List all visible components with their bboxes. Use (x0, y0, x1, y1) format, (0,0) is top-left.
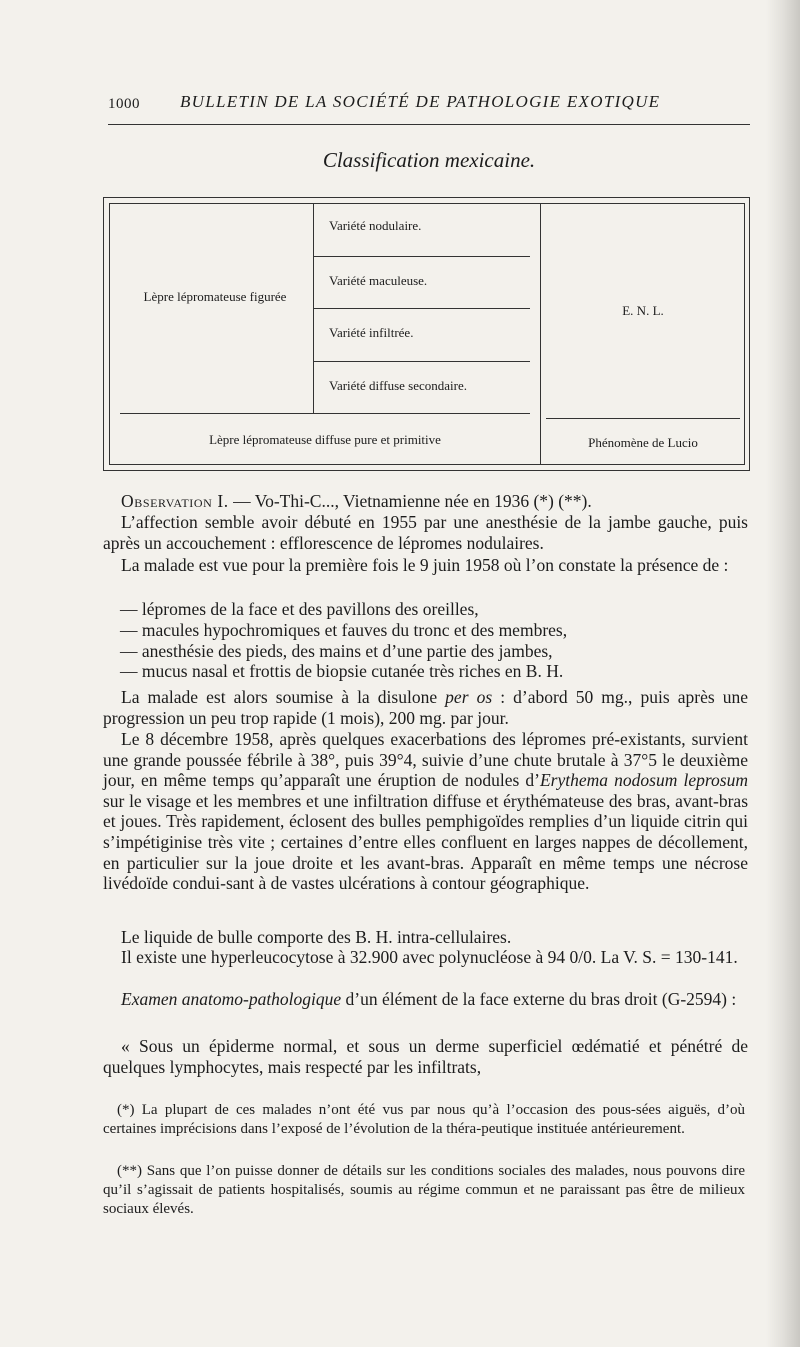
treatment-text-a: La malade est alors soumise à la disulone (121, 687, 446, 707)
variety-diffuse-secondary: Variété diffuse secondaire. (329, 378, 468, 393)
footnote-1-text: (*) La plupart de ces malades n’ont été vus par nous qu’à l’occasion des pous-sées aiguës, d’où certaines imprécisions dans l’exposé de l’évolution de la théra-peutique instituée antérieurement. (103, 1102, 745, 1137)
running-header (108, 92, 750, 120)
observation-heading (103, 491, 748, 512)
right-label: E. N. L. (622, 303, 664, 318)
header-rule (108, 124, 750, 125)
flare-text-italic: Erythema nodosum leprosum (539, 770, 748, 791)
treatment-text-italic: per os (445, 687, 493, 707)
paragraph-pathology (103, 989, 748, 1010)
bottom-row-separator-left (120, 413, 530, 414)
bulla-liquid-text: Le liquide de bulle comporte des B. H. intra-cellulaires. (121, 927, 512, 947)
list-item: — anesthésie des pieds, des mains et d’une partie des jambes, (120, 641, 553, 661)
flare-text-b: sur le visage et les membres et une infiltration diffuse et érythémateuse des bras, avant-bras et joues. Très rapidement, éclosent des bulles pemphigoïdes remplies d’un liquide citrin qui s’impétiginise très vite ; certaines d’entre elles confluent en larges nappes de décollement, en particulier sur la joue droite et les avant-bras. Apparaît en même temps une nécrose livédoïde condui-sant à de vastes ulcérations à contour géographique. (103, 790, 748, 894)
bottom-left-label: Lèpre lépromateuse diffuse pure et primitive (209, 432, 441, 447)
row-separator-1 (313, 256, 530, 257)
paragraph-first-visit (103, 555, 748, 576)
page-number: 1000 (108, 96, 140, 112)
bottom-row-separator-right (546, 418, 740, 419)
footnote-2 (103, 1162, 745, 1219)
list-item: — lépromes de la face et des pavillons des oreilles, (120, 599, 479, 619)
list-item: — macules hypochromiques et fauves du tronc et des membres, (120, 620, 568, 640)
paragraph-bulla-liquid (103, 927, 748, 948)
quote-text: « Sous un épiderme normal, et sous un derme superficiel œdématié et pénétré de quelques lymphocytes, mais respecté par les infiltrats, (103, 1036, 748, 1077)
variety-macular: Variété maculeuse. (329, 273, 428, 288)
bottom-right-label: Phénomène de Lucio (588, 435, 698, 450)
pathology-text-b: d’un élément de la face externe du bras droit (G-2594) : (341, 989, 737, 1009)
treatment-text-b: : d’abord 50 mg., puis après une progression un peu trop rapide (1 mois), 200 mg. par jour. (103, 687, 748, 728)
divider-right (540, 203, 541, 465)
table-inner-border (109, 203, 745, 465)
variety-nodular: Variété nodulaire. (329, 218, 422, 233)
list-item: — mucus nasal et frottis de biopsie cutanée très riches en B. H. (120, 661, 564, 681)
blood-text: Il existe une hyperleucocytose à 32.900 avec polynucléose à 94 0/0. La V. S. = 130-141. (121, 947, 738, 967)
observation-patient: — Vo-Thi-C..., Vietnamienne née en 1936 (*) (**). (228, 491, 592, 511)
table-caption: Classification mexicaine. (322, 148, 536, 172)
row-separator-2 (313, 308, 530, 309)
flare-text-a: Le 8 décembre 1958, après quelques exacerbations des lépromes pré-existants, survient une grande poussée fébrile à 38°, puis 39°4, suivie d’une chute brutale à 37°5 le deuxième jour, en même temps qu’apparaît une éruption de nodules d’ (103, 729, 748, 791)
paragraph-flare (103, 729, 748, 894)
paragraph-onset-text: L’affection semble avoir débuté en 1955 par une anesthésie de la jambe gauche, puis après un accouchement : efflorescence de lépromes nodulaires. (103, 512, 748, 553)
footnote-2-text: (**) Sans que l’on puisse donner de détails sur les conditions sociales des malades, nous pouvons dire qu’il s’agissait de patients hospitalisés, soumis au régime commun et ne paraissant pas être de milieux sociaux élevés. (103, 1163, 745, 1217)
left-label: Lèpre lépromateuse figurée (143, 289, 287, 304)
journal-title: BULLETIN DE LA SOCIÉTÉ DE PATHOLOGIE EXOTIQUE (180, 92, 661, 111)
paragraph-blood (103, 947, 748, 968)
paragraph-first-visit-text: La malade est vue pour la première fois le 9 juin 1958 où l’on constate la présence de : (121, 555, 729, 575)
pathology-text-italic: Examen anatomo-pathologique (121, 989, 342, 1009)
paragraph-quote (103, 1036, 748, 1077)
page-edge-shadow (766, 0, 800, 1347)
observation-label: Observation I. (121, 491, 229, 511)
row-separator-3 (313, 361, 530, 362)
paragraph-treatment (103, 687, 748, 728)
footnote-1 (103, 1101, 745, 1139)
variety-infiltrated: Variété infiltrée. (329, 325, 414, 340)
paragraph-onset (103, 512, 748, 553)
